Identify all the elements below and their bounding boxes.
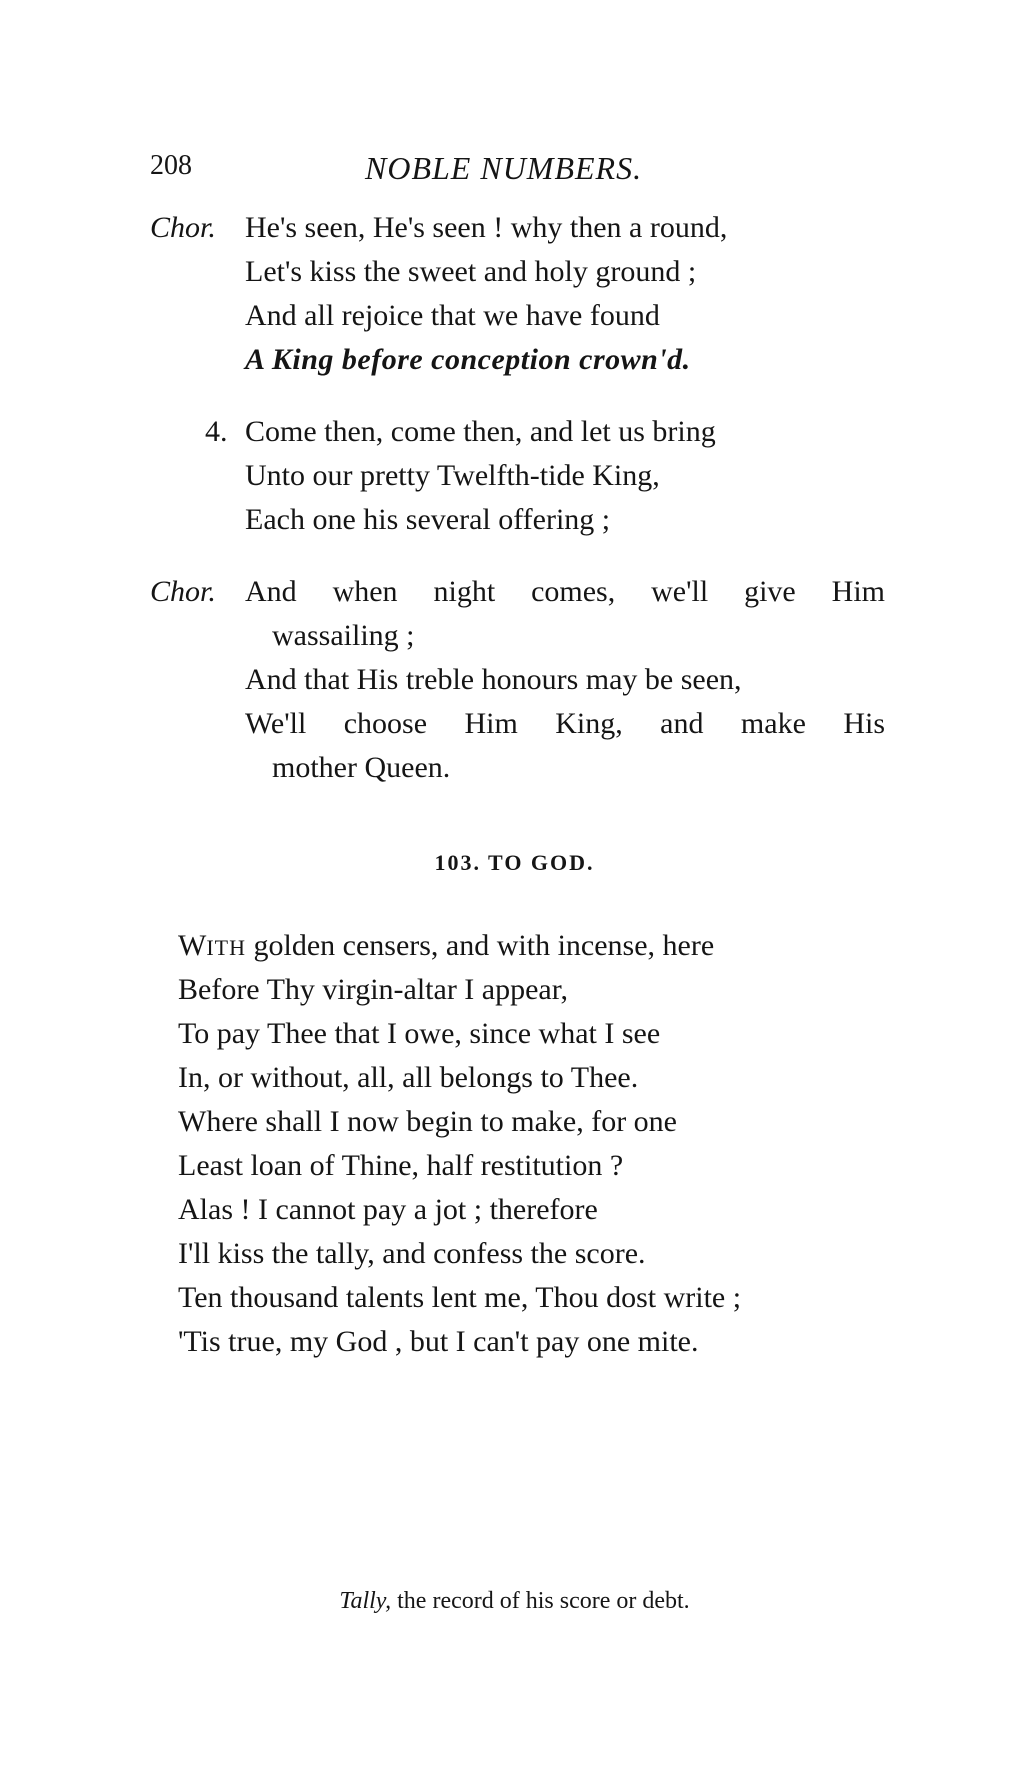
- initial-letter: W: [178, 929, 207, 962]
- verse-line: Come then, come then, and let us bring: [245, 415, 716, 448]
- page-number: 208: [150, 150, 192, 181]
- verse-line-first: [178, 928, 714, 966]
- verse-line: In, or without, all, all belongs to Thee.: [178, 1061, 639, 1094]
- verse-line: Ten thousand talents lent me, Thou dost write ;: [178, 1281, 742, 1314]
- verse-line: And when night comes, we'll give Him: [245, 575, 885, 608]
- verse-line: To pay Thee that I owe, since what I see: [178, 1017, 661, 1050]
- verse-line: Least loan of Thine, half restitution ?: [178, 1149, 624, 1182]
- verse-line: Alas ! I cannot pay a jot ; therefore: [178, 1193, 598, 1226]
- chorus-label: Chor.: [150, 575, 216, 608]
- verse-line: Before Thy virgin-altar I appear,: [178, 973, 569, 1006]
- verse-line-continuation: wassailing ;: [272, 619, 415, 652]
- small-caps-word: ITH: [206, 935, 246, 960]
- verse-line-continuation: mother Queen.: [272, 751, 451, 784]
- stanza-number: 4.: [205, 415, 228, 448]
- running-title: NOBLE NUMBERS.: [365, 150, 643, 186]
- chorus-label: Chor.: [150, 211, 216, 244]
- verse-line: 'Tis true, my God , but I can't pay one mite.: [178, 1325, 699, 1358]
- verse-line-italic: A King before conception crown'd.: [245, 343, 691, 376]
- verse-line: Where shall I now begin to make, for one: [178, 1105, 677, 1138]
- footnote: [0, 1588, 1029, 1615]
- verse-line: And that His treble honours may be seen,: [245, 663, 742, 696]
- verse-line: I'll kiss the tally, and confess the score.: [178, 1237, 646, 1270]
- verse-line: Let's kiss the sweet and holy ground ;: [245, 255, 697, 288]
- verse-line: Each one his several offering ;: [245, 503, 611, 536]
- verse-line: We'll choose Him King, and make His: [245, 707, 885, 740]
- poem-title: 103. TO GOD.: [434, 850, 595, 875]
- footnote-text: the record of his score or debt.: [391, 1588, 690, 1614]
- verse-line: Unto our pretty Twelfth-tide King,: [245, 459, 660, 492]
- verse-line: And all rejoice that we have found: [245, 299, 660, 332]
- footnote-term: Tally,: [339, 1588, 392, 1614]
- first-line-rest: golden censers, and with incense, here: [245, 929, 715, 962]
- verse-line: He's seen, He's seen ! why then a round,: [245, 211, 728, 244]
